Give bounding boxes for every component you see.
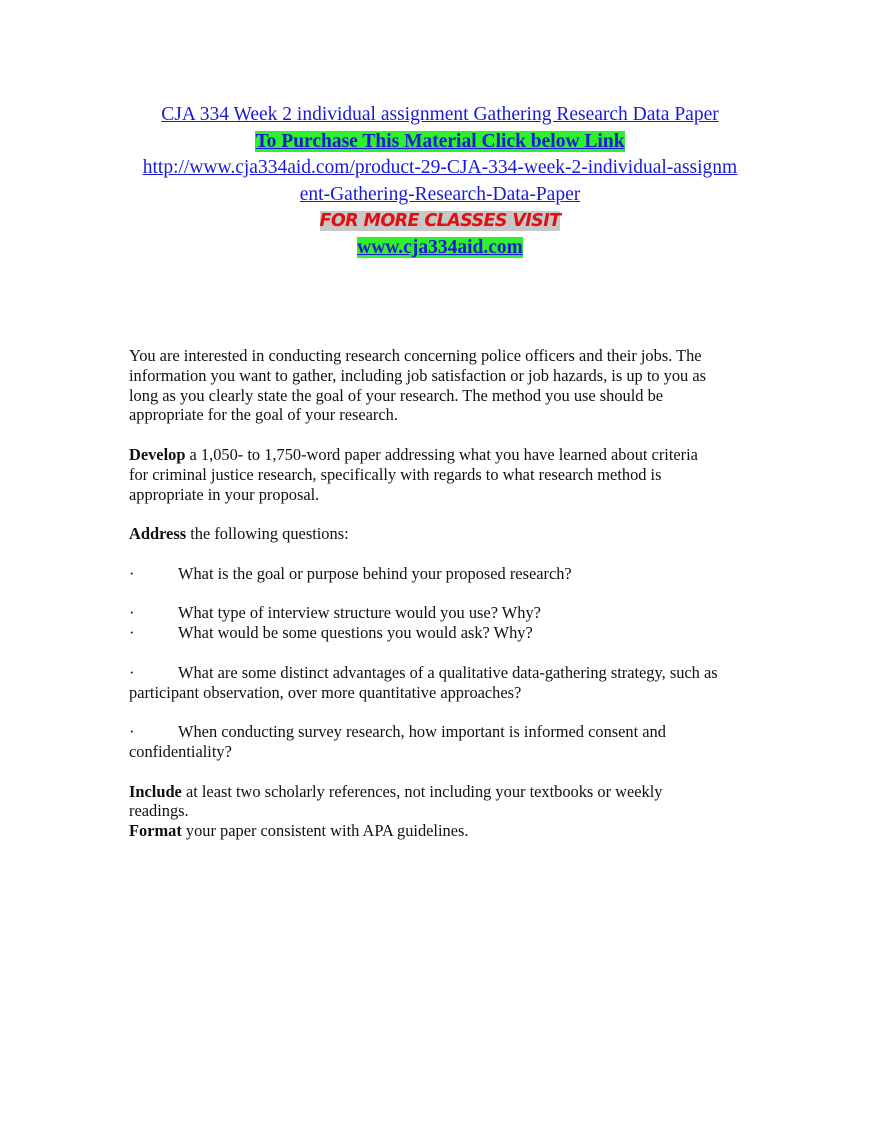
product-url-line-1: [0, 155, 880, 182]
intro-line-4: appropriate for the goal of your research.: [129, 405, 398, 425]
format-keyword: Format: [129, 821, 182, 841]
title-link[interactable]: CJA 334 Week 2 individual assignment Gathering Research Data Paper: [161, 104, 719, 125]
purchase-line: [0, 129, 880, 156]
question-item: [129, 722, 754, 762]
more-classes-text: FOR MORE CLASSES VISIT: [319, 211, 561, 231]
question-text-4-line-1: What are some distinct advantages of a qualitative data-gathering strategy, such as: [178, 662, 718, 682]
product-url-line-2: [0, 182, 880, 209]
format-rest: your paper consistent with APA guidelines.: [181, 821, 469, 841]
intro-line-1: You are interested in conducting research concerning police officers and their jobs. The: [129, 346, 702, 365]
question-item: [129, 564, 754, 584]
develop-line-1: a 1,050- to 1,750-word paper addressing what you have learned about criteria: [185, 444, 698, 464]
bullet-marker: ·: [129, 603, 135, 623]
question-text-3: What would be some questions you would ask? Why?: [178, 623, 533, 643]
bullet-marker: ·: [129, 662, 135, 682]
question-item: [129, 663, 754, 703]
more-classes-line: [0, 208, 880, 235]
format-paragraph: [129, 821, 754, 841]
question-text-5-line-1: When conducting survey research, how important is informed consent and: [178, 722, 666, 742]
develop-line-2: for criminal justice research, specifically with regards to what research method is: [129, 464, 662, 484]
address-paragraph: [129, 524, 754, 544]
question-item: [129, 603, 754, 623]
product-url-link-part-2[interactable]: ent-Gathering-Research-Data-Paper: [299, 183, 581, 205]
title-line: [0, 102, 880, 129]
develop-line-3: appropriate in your proposal.: [129, 484, 320, 504]
document-header: [0, 102, 880, 261]
develop-keyword: Develop: [129, 444, 186, 464]
develop-paragraph: [129, 445, 754, 504]
include-keyword: Include: [129, 781, 182, 801]
question-text-2: What type of interview structure would you use? Why?: [178, 603, 541, 623]
question-item: [129, 623, 754, 643]
bullet-marker: ·: [129, 722, 135, 742]
question-text-4-line-2: participant observation, over more quantitative approaches?: [129, 682, 522, 702]
bullet-marker: ·: [129, 623, 135, 643]
address-rest: the following questions:: [186, 524, 349, 544]
purchase-link[interactable]: To Purchase This Material Click below Link: [255, 130, 625, 152]
include-line-1: at least two scholarly references, not including your textbooks or weekly: [181, 781, 663, 801]
intro-line-2: information you want to gather, including job satisfaction or job hazards, is up to you as: [129, 365, 707, 385]
intro-line-3: long as you clearly state the goal of your research. The method you use should be: [129, 385, 664, 405]
assignment-body: [129, 346, 754, 861]
bullet-marker: ·: [129, 563, 135, 583]
site-link[interactable]: www.cja334aid.com: [357, 236, 523, 258]
include-paragraph: [129, 782, 754, 822]
site-line: [0, 235, 880, 262]
product-url-link-part-1[interactable]: http://www.cja334aid.com/product-29-CJA-334-week-2-individual-assignm: [142, 157, 738, 178]
include-line-2: readings.: [129, 801, 189, 821]
intro-paragraph: [129, 346, 754, 425]
question-text-1: What is the goal or purpose behind your proposed research?: [178, 563, 572, 583]
address-keyword: Address: [129, 524, 187, 544]
question-text-5-line-2: confidentiality?: [129, 741, 232, 761]
